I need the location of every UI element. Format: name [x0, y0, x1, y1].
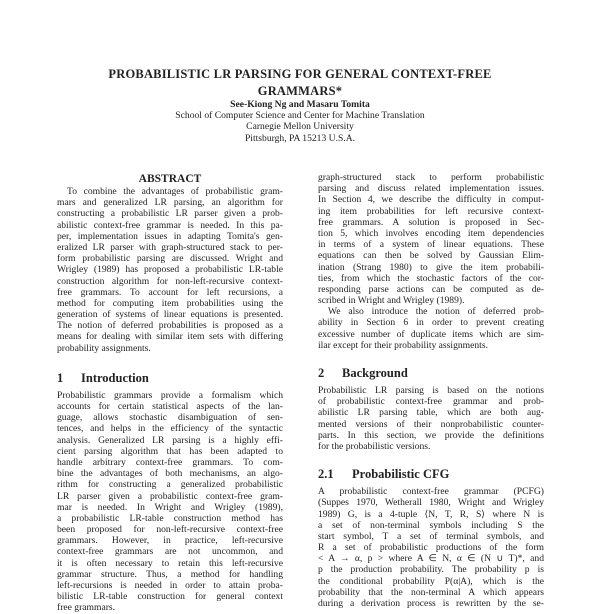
text-line: 1989) G, is a 4-tuple ⟨N, T, R, S⟩ where N is [318, 508, 544, 520]
text-line: ties, from which the stochastic factors of the cor- [318, 272, 544, 284]
text-line: p the production probability. The probability p is [318, 564, 544, 576]
text-line: context-free grammars are not uncommon, and [57, 546, 283, 558]
text-line: accounts for certain statistical aspects of the lan- [57, 401, 283, 412]
text-line: parts. In this section, we provide the definitions [318, 429, 544, 441]
text-line: ination (Strang 1980) to give the item probabili- [318, 261, 544, 273]
pcfg-body [318, 486, 544, 609]
paragraph [318, 172, 544, 306]
author-block [40, 99, 560, 144]
text-line: R a set of probabilistic productions of the form [318, 542, 544, 554]
section-number: 2 [318, 366, 325, 380]
text-line: Wrigley (1989) has proposed a probabilistic LR-table [57, 264, 283, 276]
abstract-heading: ABSTRACT [138, 173, 202, 185]
text-line: left-recursions is needed in order to attain proba- [57, 580, 283, 591]
text-line: handle arbitrary context-free grammars. To com- [57, 456, 283, 468]
text-line: in terms of a system of linear equations. These [318, 239, 544, 251]
affiliation-line: Carnegie Mellon University [246, 121, 354, 133]
text-line: eralized LR parser with graph-structured stack to per- [57, 241, 283, 253]
affiliation-line: School of Computer Science and Center for Machine Translation [175, 110, 425, 122]
title-line: GRAMMARS* [257, 84, 343, 98]
text-line: bine the advantages of both mechanisms, an algo- [57, 468, 283, 480]
paragraph [318, 306, 544, 351]
text-line: ilar except for their probability assignments. [318, 339, 488, 351]
section-number: 2.1 [318, 467, 334, 482]
text-line: cient parsing algorithm that has been adapted to [57, 445, 283, 457]
text-line: during a derivation process is rewritten by the se- [318, 598, 544, 609]
text-line: tion 5, which involves encoding item dependencies [318, 227, 544, 239]
text-line: LR parser given a probabilistic context-free gram- [57, 490, 283, 502]
abstract-body [57, 186, 283, 354]
text-line: mars and generalized LR parsing, an algorithm for [57, 197, 283, 209]
text-line: form probabilistic parsing are discussed. Wright and [57, 253, 283, 265]
paper-title [40, 66, 560, 100]
text-line: responding parse actions can be computed as de- [318, 283, 544, 295]
text-line: probability assignments. [57, 342, 151, 354]
text-line: graph-structured stack to perform probabilistic [318, 172, 544, 183]
text-line: Probabilistic grammars provide a formalism which [57, 389, 283, 401]
text-line: constructing a probabilistic LR parser given a prob- [57, 208, 283, 220]
text-line: (Suppes 1970, Wetherall 1980, Wright and Wrigley [318, 497, 544, 509]
text-line: rithm for constructing a generalized probabilistic [57, 479, 283, 491]
section-title: Introduction [81, 370, 149, 385]
text-line: analysis. Generalized LR parsing is a highly effi- [57, 434, 283, 446]
text-line: To combine the advantages of probabilistic gram- [67, 186, 283, 197]
text-line: ing item probabilities for left recursive context- [318, 205, 544, 217]
text-line: guage, allows stochastic disambiguation of sen- [57, 412, 283, 424]
text-line: mar is needed. In Wright and Wrigley (1989), [57, 501, 283, 513]
text-line: grammars. However, in practice, left-recursive [57, 535, 283, 547]
author-names: See-Kiong Ng and Masaru Tomita [230, 99, 370, 110]
text-line: construction algorithm for non-left-recursive context- [57, 275, 283, 287]
text-line: < A → α, p > where A ∈ N, α ∈ (N ∪ T)*, and [318, 553, 544, 565]
text-line: start symbol, T a set of terminal symbols, and [318, 530, 544, 542]
text-line: Probabilistic LR parsing is based on the notions [318, 385, 544, 396]
text-line: probability that the non-terminal A which appears [318, 586, 544, 598]
text-line: In Section 4, we describe the difficulty in comput- [318, 194, 544, 206]
background-body [318, 385, 544, 452]
text-line: equations can then be solved by Gaussian Elim- [318, 250, 544, 262]
text-line: abilistic LR parsing table, which are both aug- [318, 407, 544, 419]
text-line: method for computing item probabilities using the [57, 297, 283, 309]
text-line: means for dealing with similar item sets with differing [57, 331, 283, 343]
text-line: excessive number of duplicate items which are sim- [318, 328, 544, 340]
text-line: ability in Section 6 in order to prevent creating [318, 317, 544, 329]
text-line: a probabilistic LR-table construction method has [57, 512, 283, 524]
introduction-body [57, 390, 283, 614]
text-line: per, implementation issues in adapting Tomita's gen- [57, 230, 283, 242]
text-line: generation of systems of linear equations is presented. [57, 309, 283, 321]
text-line: free grammars. [57, 602, 116, 614]
text-line: of probabilistic context-free grammar and prob- [318, 396, 544, 408]
section-heading-background [318, 365, 544, 381]
text-line: grammar structure. Thus, a method for handling [57, 568, 283, 580]
text-line: a set of non-terminal symbols including S the [318, 519, 544, 531]
section-title: Probabilistic CFG [352, 467, 450, 482]
text-line: tences, and helps in the efficiency of the syntactic [57, 423, 283, 435]
title-line: PROBABILISTIC LR PARSING FOR GENERAL CONTEXT-FREE [108, 67, 492, 81]
left-column [57, 172, 283, 614]
text-line: scribed in Wright and Wrigley (1989). [318, 295, 465, 307]
right-column [318, 172, 544, 609]
text-line: bilistic LR-table construction for general context [57, 591, 283, 603]
text-line: been proposed for non-left-recursive context-free [57, 524, 283, 536]
section-title: Background [342, 366, 408, 380]
text-line: for the probabilistic versions. [318, 440, 431, 452]
text-line: The notion of deferred probabilities is proposed as a [57, 320, 283, 332]
text-line: free grammars. To account for left recursions, a [57, 286, 283, 298]
text-line: the conditional probability P(α|A), which is the [318, 575, 544, 587]
section-heading-introduction [57, 370, 283, 386]
text-line: free grammars. A solution is proposed in Sec- [318, 216, 544, 228]
section-heading-probabilistic-cfg [318, 466, 544, 482]
text-line: abilistic context-free grammar is needed. In this pa- [57, 219, 283, 231]
text-line: parsing and discuss related implementation issues. [318, 183, 544, 195]
section-number: 1 [57, 370, 64, 385]
text-line: it is often necessary to retain this left-recursive [57, 557, 283, 569]
text-line: We also introduce the notion of deferred prob- [328, 306, 544, 318]
affiliation-line: Pittsburgh, PA 15213 U.S.A. [244, 132, 356, 144]
text-line: A probabilistic context-free grammar (PCFG) [318, 486, 544, 498]
text-line: mented versions of their nonprobabilistic counter- [318, 418, 544, 430]
